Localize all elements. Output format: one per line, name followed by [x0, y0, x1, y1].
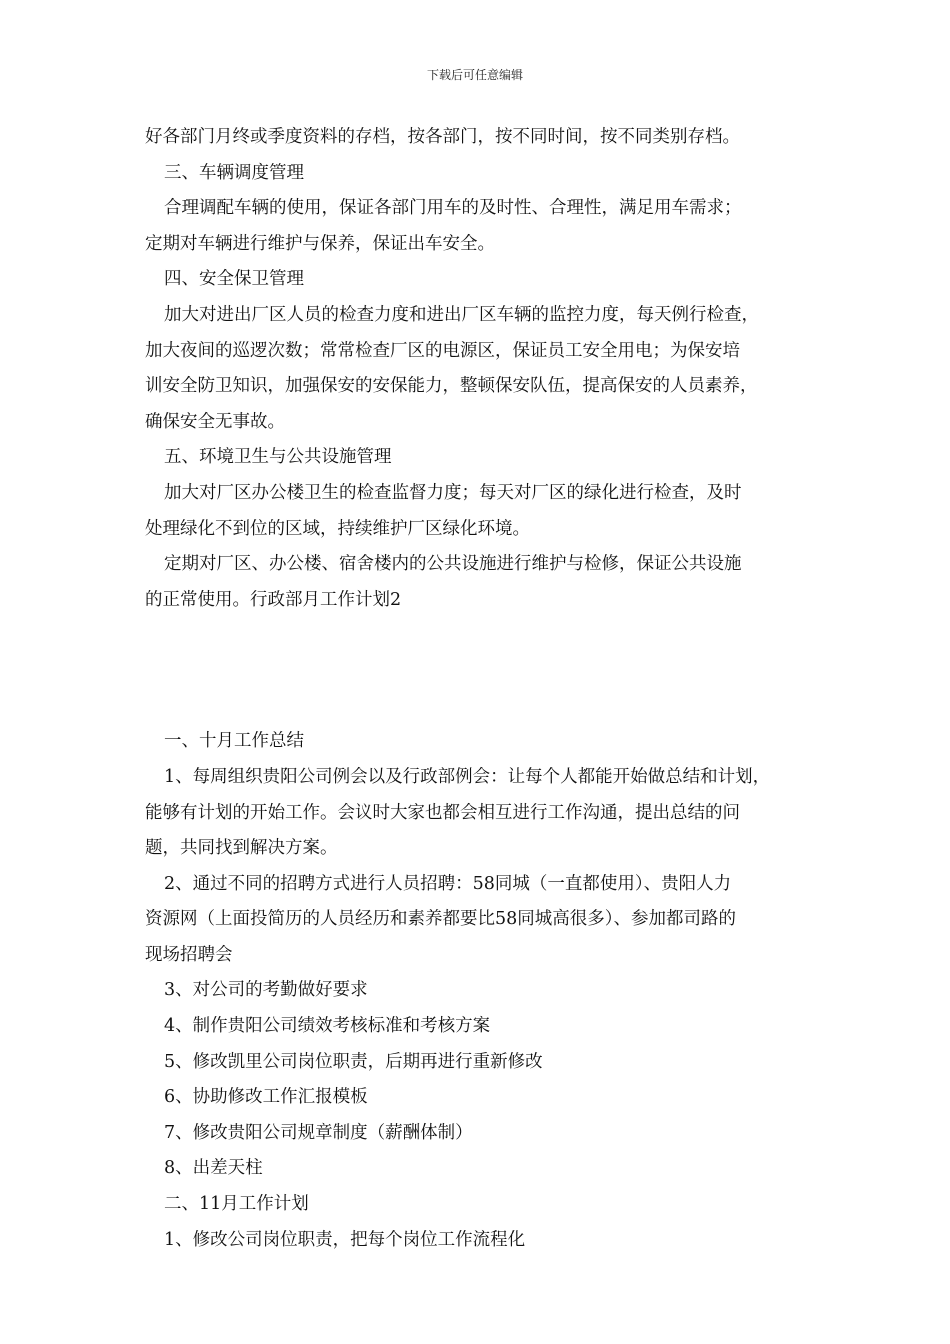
paragraph-line: 训安全防卫知识，加强保安的安保能力，整顿保安队伍，提高保安的人员素养， [145, 376, 758, 397]
list-item: 3、对公司的考勤做好要求 [164, 980, 368, 1001]
paragraph-line: 定期对车辆进行维护与保养，保证出车安全。 [145, 233, 495, 254]
document-body [145, 120, 835, 1258]
paragraph-line: 现场招聘会 [145, 944, 233, 965]
paragraph-line: 确保安全无事故。 [145, 411, 285, 432]
paragraph-line: 合理调配车辆的使用，保证各部门用车的及时性、合理性，满足用车需求； [164, 198, 742, 219]
paragraph-line: 加大夜间的巡逻次数；常常检查厂区的电源区，保证员工安全用电；为保安培 [145, 340, 740, 361]
list-item: 4、制作贵阳公司绩效考核标准和考核方案 [164, 1016, 491, 1037]
paragraph-line: 定期对厂区、办公楼、宿舍楼内的公共设施进行维护与检修，保证公共设施 [164, 554, 742, 575]
paragraph-line: 加大对进出厂区人员的检查力度和进出厂区车辆的监控力度，每天例行检查， [164, 304, 759, 325]
list-item: 1、修改公司岗位职责，把每个岗位工作流程化 [164, 1229, 526, 1250]
paragraph-line: 能够有计划的开始工作。会议时大家也都会相互进行工作沟通，提出总结的问 [145, 802, 740, 823]
section-heading: 四、安全保卫管理 [164, 269, 304, 290]
paragraph-line: 加大对厂区办公楼卫生的检查监督力度；每天对厂区的绿化进行检查，及时 [164, 482, 742, 503]
list-item: 5、修改凯里公司岗位职责，后期再进行重新修改 [164, 1051, 543, 1072]
page-header: 下载后可任意编辑 [426, 68, 523, 82]
section-heading: 一、十月工作总结 [164, 731, 304, 752]
list-item: 8、出差天柱 [164, 1158, 263, 1179]
paragraph-line: 资源网（上面投简历的人员经历和素养都要比58同城高很多）、参加都司路的 [145, 909, 737, 930]
list-item: 7、修改贵阳公司规章制度（薪酬体制） [164, 1122, 473, 1143]
section-heading: 三、车辆调度管理 [164, 162, 304, 183]
blank-space [145, 618, 835, 724]
section-heading: 二、11月工作计划 [164, 1194, 309, 1215]
list-item: 6、协助修改工作汇报模板 [164, 1087, 368, 1108]
list-item: 2、通过不同的招聘方式进行人员招聘：58同城（一直都使用）、贵阳人力 [164, 873, 732, 894]
paragraph-line: 处理绿化不到位的区域，持续维护厂区绿化环境。 [145, 518, 530, 539]
paragraph-line: 好各部门月终或季度资料的存档，按各部门，按不同时间，按不同类别存档。 [145, 127, 740, 147]
list-item: 1、每周组织贵阳公司例会以及行政部例会：让每个人都能开始做总结和计划， [164, 766, 771, 787]
paragraph-line: 题，共同找到解决方案。 [145, 838, 338, 859]
paragraph-line: 的正常使用。行政部月工作计划2 [145, 589, 402, 610]
section-heading: 五、环境卫生与公共设施管理 [164, 447, 392, 468]
